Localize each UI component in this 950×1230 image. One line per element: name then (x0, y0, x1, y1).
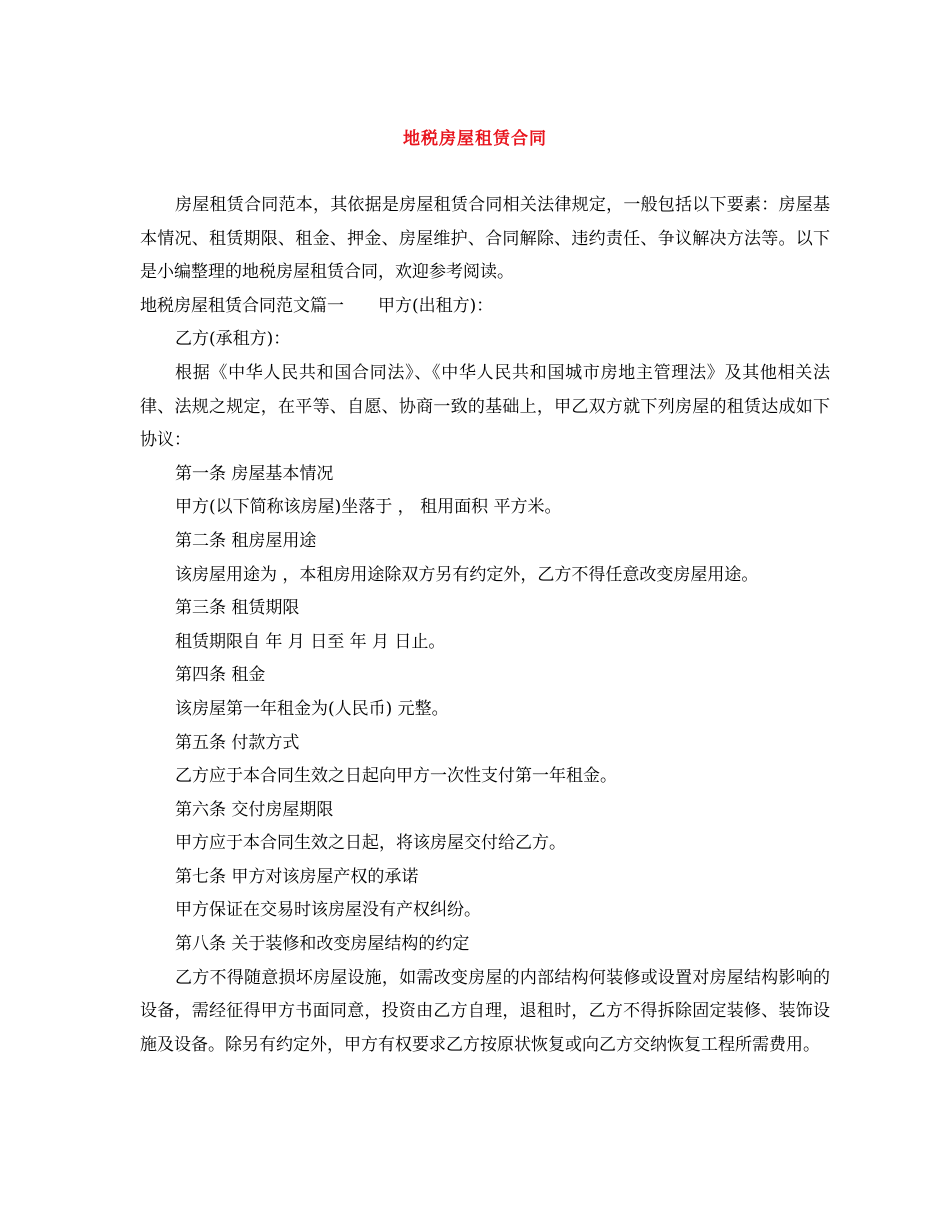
article-6-heading: 第六条 交付房屋期限 (175, 799, 334, 820)
document-title: 地税房屋租赁合同 (403, 129, 547, 149)
paragraph-intro: 房屋租赁合同范本，其依据是房屋租赁合同相关法律规定，一般包括以下要素：房屋基本情况、租赁期限、租金、押金、房屋维护、合同解除、违约责任、争议解决方法等。以下是小编整理的地税房屋租赁合同，欢迎参考阅读。 (140, 195, 830, 283)
article-8-heading: 第八条 关于装修和改变房屋结构的约定 (175, 934, 470, 955)
article-5-heading: 第五条 付款方式 (175, 732, 300, 753)
article-3-body: 租赁期限自 年 月 日至 年 月 日止。 (175, 631, 446, 652)
article-4-body: 该房屋第一年租金为(人民币) 元整。 (175, 698, 449, 719)
article-7-heading: 第七条 甲方对该房屋产权的承诺 (175, 866, 419, 887)
article-2-body: 该房屋用途为 ，本租房用途除双方另有约定外，乙方不得任意改变房屋用途。 (175, 564, 759, 585)
article-7-body: 甲方保证在交易时该房屋没有产权纠纷。 (175, 900, 481, 921)
article-1-heading: 第一条 房屋基本情况 (175, 463, 334, 484)
paragraph-legal-basis: 根据《中华人民共和国合同法》、《中华人民共和国城市房地主管理法》及其他相关法律、法规之规定，在平等、自愿、协商一致的基础上，甲乙双方就下列房屋的租赁达成如下协议： (140, 362, 830, 451)
article-2-heading: 第二条 租房屋用途 (175, 530, 317, 551)
document-body (140, 189, 830, 1062)
article-1-body: 甲方(以下简称该房屋)坐落于 ， 租用面积 平方米。 (175, 497, 562, 518)
article-4-heading: 第四条 租金 (175, 665, 266, 686)
article-3-heading: 第三条 租赁期限 (175, 598, 300, 619)
paragraph-party-b: 乙方(承租方)： (175, 329, 291, 350)
article-8-body: 乙方不得随意损坏房屋设施，如需改变房屋的内部结构何装修或设置对房屋结构影响的设备，需经征得甲方书面同意，投资由乙方自理，退租时，乙方不得拆除固定装修、装饰设施及设备。除另有约定外，甲方有权要求乙方按原状恢复或向乙方交纳恢复工程所需费用。 (140, 967, 830, 1055)
article-6-body: 甲方应于本合同生效之日起，将该房屋交付给乙方。 (175, 833, 566, 854)
article-5-body: 乙方应于本合同生效之日起向甲方一次性支付第一年租金。 (175, 766, 617, 787)
paragraph-section-heading: 地税房屋租赁合同范文篇一 甲方(出租方)： (140, 295, 494, 316)
